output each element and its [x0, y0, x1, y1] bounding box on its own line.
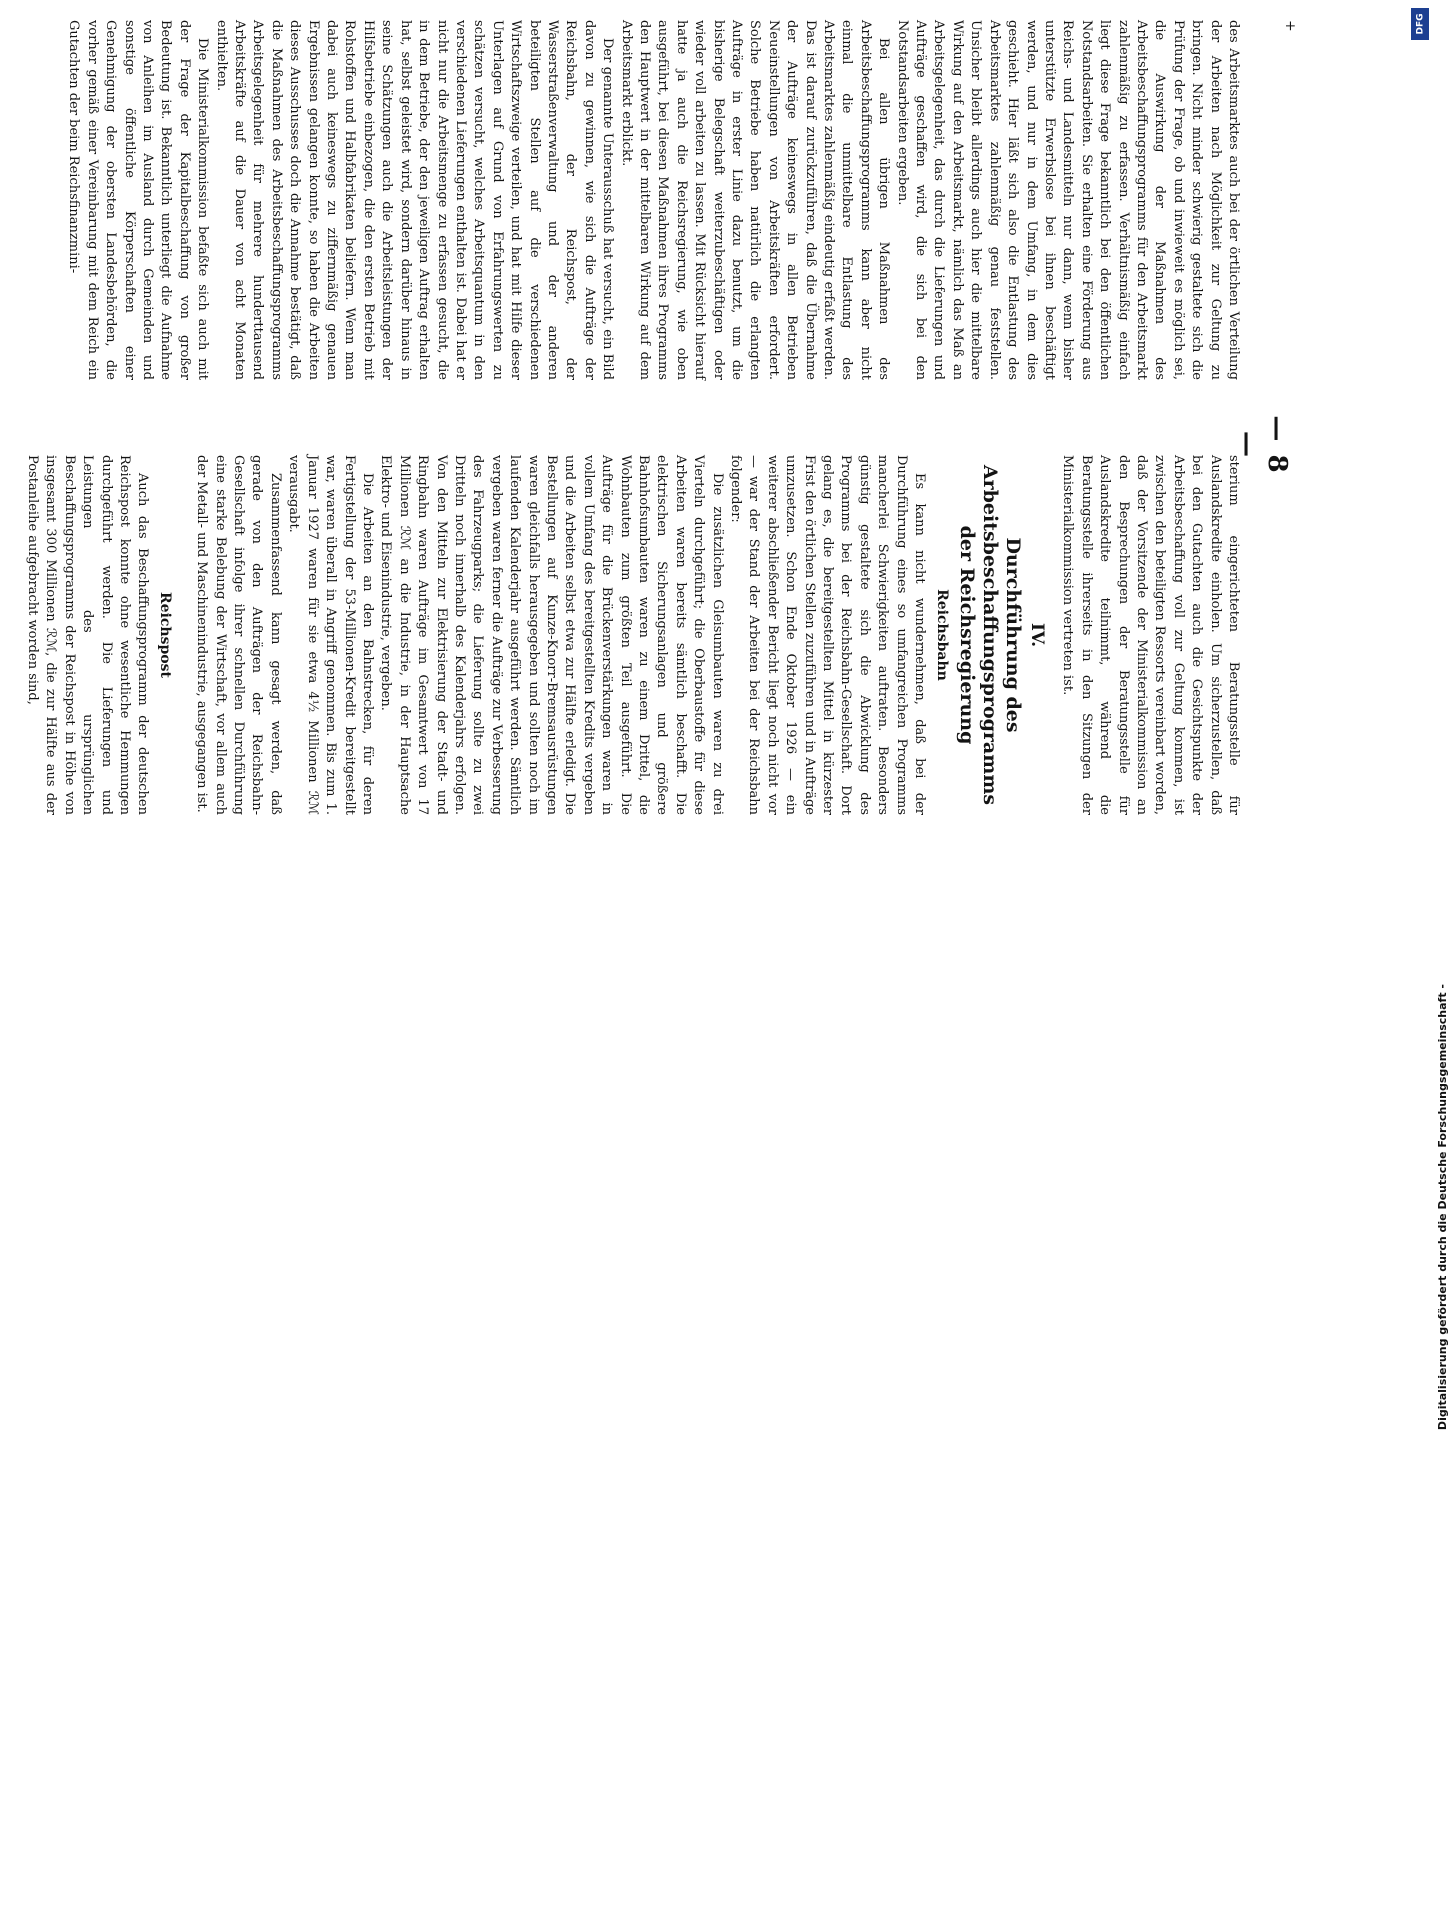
left-column [66, 20, 1242, 380]
digitization-notice: Digitalisierung gefördert durch die Deutsche Forschungsgemeinschaft - [1436, 984, 1449, 1431]
subsection-title-reichspost: Reichspost [156, 592, 173, 678]
left-paragraph: Bei allen übrigen Maßnahmen des Arbeitsbeschaffungsprogramms kann aber nicht einmal die unmittelbare Entlastung des Arbeitsmarktes zahlenmäßig eindeutig erfaßt werden. Das ist darauf zurückzuführen, daß die Übernahme der Aufträge keineswegs in allen Betrieben Neueinstellungen von Arbeitskräften erfordert. Solche Betriebe haben natürlich die erlangten Aufträge in erster Linie dazu benutzt, um die bisherige Belegschaft weiterzubeschäftigen oder wieder voll arbeiten zu lassen. Mit Rücksicht hierauf hatte ja auch die Reichsregierung, wie oben ausgeführt, bei diesen Maßnahmen ihres Programms den Hauptwert in der mittelbaren Wirkung auf dem Arbeitsmarkt erblickt. [618, 20, 892, 380]
scanned-page [25, 0, 1300, 890]
right-paragraph: Die Arbeiten an den Bahnstrecken, für deren Fertigstellung der 53-Millionen-Kredit bereitgestellt war, waren überall in Angriff genommen. Bis zum 1. Januar 1927 waren für sie etwa 4½ Millionen ℛℳ verausgabt. [286, 455, 375, 815]
left-paragraph: des Arbeitsmarktes auch bei der örtlichen Verteilung der Arbeiten nach Möglichkeit zur Geltung zu bringen. Nicht minder schwierig gestaltete sich die Prüfung der Frage, ob und inwieweit es möglich sei, die Auswirkung der Maßnahmen des Arbeitsbeschaffungsprogramms für den Arbeitsmarkt zahlenmäßig zu erfassen. Verhältnismäßig einfach liegt diese Frage bekanntlich bei den öffentlichen Notstandsarbeiten. Sie erhalten eine Förderung aus Reichs- und Landesmitteln nur dann, wenn bisher unterstützte Erwerbslose bei ihnen beschäftigt werden, und nur in dem Umfang, in dem dies geschieht. Hier läßt sich also die Entlastung des Arbeitsmarktes zahlenmäßig genau feststellen. Unsicher bleibt allerdings auch hier die mittelbare Wirkung auf den Arbeitsmarkt, nämlich das Maß an Arbeitsgelegenheit, das durch die Lieferungen und Aufträge geschaffen wird, die sich bei den Notstandsarbeiten ergeben. [894, 20, 1241, 380]
page-number: — 8 — [1232, 415, 1292, 475]
left-paragraph: Der genannte Unterausschuß hat versucht, ein Bild davon zu gewinnen, wie sich die Aufträge der Reichsbahn, der Reichspost, der Wasserstraßenverwaltung und der anderen beteiligten Stellen auf die verschiedenen Wirtschaftszweige verteilen, und hat mit Hilfe dieser Unterlagen auf Grund von Erfahrungswerten zu schätzen versucht, welches Arbeitsquantum in den verschiedenen Lieferungen enthalten ist. Dabei hat er nicht nur die Arbeitsmenge zu erfassen gesucht, die in dem Betriebe, der den jeweiligen Auftrag erhalten hat, selbst geleistet wird, sondern darüber hinaus in seine Schätzungen auch die Arbeitsleistungen der Hilfsbetriebe einbezogen, die den ersten Betrieb mit Rohstoffen und Halbfabrikaten beliefern. Wenn man dabei auch keineswegs zu ziffernmäßig genauen Ergebnissen gelangen konnte, so haben die Arbeiten dieses Ausschusses doch die Annahme bestätigt, daß die Maßnahmen des Arbeitsbeschaffungsprogramms Arbeitsgelegenheit für mehrere hunderttausend Arbeitskräfte auf die Dauer von acht Monaten enthielten. [213, 20, 616, 380]
dfg-logo: DFG [1411, 8, 1429, 40]
right-column [25, 455, 1242, 815]
right-paragraph: Es kann nicht wundernehmen, daß bei der Durchführung eines so umfangreichen Programms mancherlei Schwierigkeiten auftraten. Besonders günstig gestaltete sich die Abwicklung des Programms bei der Reichsbahn-Gesellschaft. Dort gelang es, die bereitgestellten Mittel in kürzester Frist den örtlichen Stellen zuzuführen und in Aufträge umzusetzen. Schon Ende Oktober 1926 — ein weiterer abschließender Bericht liegt noch nicht vor — war der Stand der Arbeiten bei der Reichsbahn folgender: [728, 455, 928, 815]
left-paragraph: Die Ministerialkommission befaßte sich auch mit der Frage der Kapitalbeschaffung von großer Bedeutung ist. Bekanntlich unterliegt die Aufnahme von Anleihen im Ausland durch Gemeinden und sonstige öffentliche Körperschaften einer Genehmigung der obersten Landesbehörden, die vorher gemäß einer Vereinbarung mit dem Reich ein Gutachten der beim Reichsfinanzmini- [66, 20, 211, 380]
right-paragraph: Die zusätzlichen Gleisumbauten waren zu drei Vierteln durchgeführt; die Oberbaustoffe für diese Arbeiten waren bereits sämtlich beschafft. Die elektrischen Sicherungsanlagen und größere Bahnhofsumbauten waren zu einem Drittel, die Wohnbauten zum größten Teil ausgeführt. Die Aufträge für die Brückenverstärkungen waren in vollem Umfang des bereitgestellten Kredits vergeben und die Arbeiten selbst etwa zur Hälfte erledigt. Die Bestellungen auf Kunze-Knorr-Bremsausrüstungen waren gleichfalls herausgegeben und sollten noch im laufenden Kalenderjahr ausgeführt werden. Sämtlich vergeben waren ferner die Aufträge zur Verbesserung des Fahrzeugparks; die Lieferung sollte zu zwei Dritteln noch innerhalb des Kalenderjahrs erfolgen. Von den Mitteln zur Elektrisierung der Stadt- und Ringbahn waren Aufträge im Gesamtwert von 17 Millionen ℛℳ an die Industrie, in der Hauptsache Elektro- und Eisenindustrie, vergeben. [378, 455, 725, 815]
subsection-title-reichsbahn: Reichsbahn [933, 589, 950, 681]
page-mark: + [1282, 20, 1298, 32]
section-title: Durchführung des Arbeitsbeschaffungsprogramms der Reichsregierung [955, 464, 1024, 806]
section-number: IV. [1026, 622, 1047, 648]
right-paragraph: Auch das Beschaffungsprogramm der deutschen Reichspost konnte ohne wesentliche Hemmungen durchgeführt werden. Die Lieferungen und Leistungen des ursprünglichen Beschaffungsprogramms der Reichspost in Höhe von insgesamt 300 Millionen ℛℳ, die zur Hälfte aus der Postanleihe aufgebracht worden sind, [25, 455, 151, 815]
scanned-page-viewport [25, 0, 1300, 1000]
right-paragraph: Zusammenfassend kann gesagt werden, daß gerade von den Aufträgen der Reichsbahn-Gesellschaft infolge ihrer schnellen Durchführung eine starke Belebung der Wirtschaft, vor allem auch der Metall- und Maschinenindustrie, ausgegangen ist. [194, 455, 283, 815]
digitization-sidebar [1400, 0, 1449, 1431]
right-intro-paragraph: sterium eingerichteten Beratungsstelle für Auslandskredite einholen. Um sicherzustellen, daß bei den Gutachten auch die Gesichtspunkte der Arbeitsbeschaffung voll zur Geltung kommen, ist zwischen den beteiligten Ressorts vereinbart worden, daß der Vorsitzende der Ministerialkommission an den Besprechungen der Beratungsstelle für Auslandskredite teilnimmt, während die Beratungsstelle ihrerseits in den Sitzungen der Ministerialkommission vertreten ist. [1060, 455, 1241, 815]
